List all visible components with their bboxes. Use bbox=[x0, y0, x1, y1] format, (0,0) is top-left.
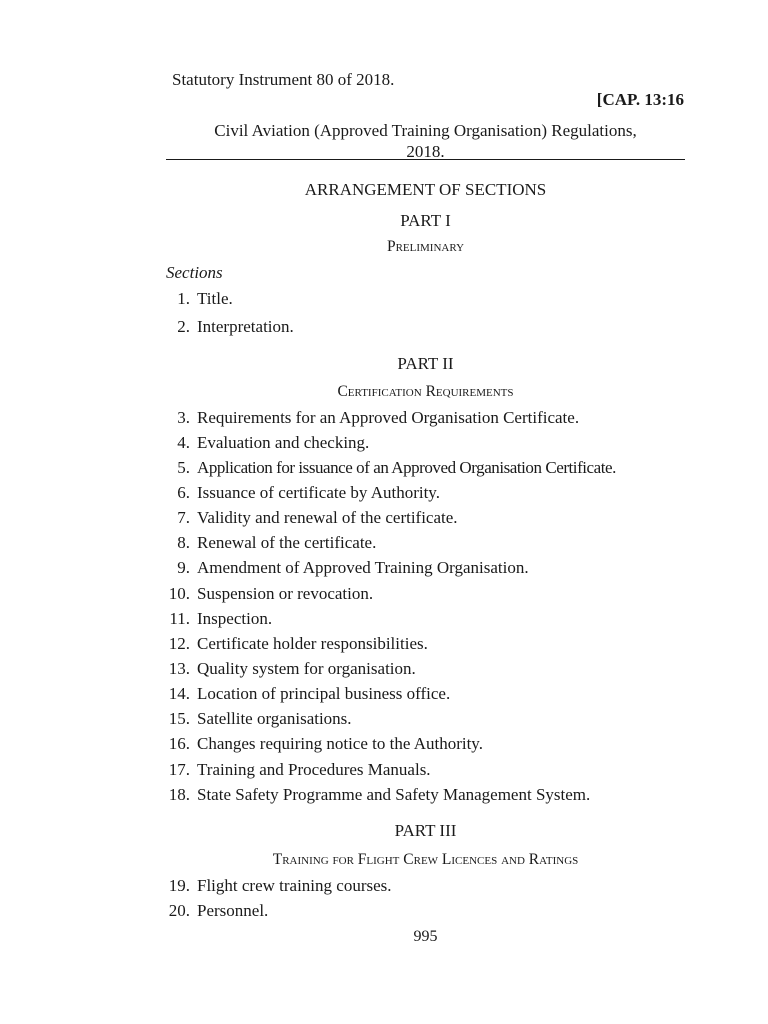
section-item-12 bbox=[160, 634, 690, 654]
section-number: 15. bbox=[168, 709, 190, 728]
regulation-title-line1: Civil Aviation (Approved Training Organisation) Regulations, bbox=[214, 121, 637, 140]
section-title: Application for issuance of an Approved Organisation Certificate. bbox=[197, 458, 616, 477]
section-number: 4. bbox=[177, 433, 190, 452]
part-2-heading: Certification Requirements bbox=[337, 383, 514, 400]
section-item-5 bbox=[160, 458, 690, 478]
section-title: Suspension or revocation. bbox=[197, 584, 374, 603]
section-title: Issuance of certificate by Authority. bbox=[197, 483, 440, 502]
section-number: 11. bbox=[169, 609, 190, 628]
section-item-18 bbox=[160, 785, 690, 805]
section-number: 17. bbox=[168, 760, 190, 779]
section-item-13 bbox=[160, 659, 690, 679]
section-title: Validity and renewal of the certificate. bbox=[197, 508, 458, 527]
sections-label: Sections bbox=[166, 263, 223, 282]
section-title: Amendment of Approved Training Organisation. bbox=[197, 558, 529, 577]
arrangement-heading: ARRANGEMENT OF SECTIONS bbox=[304, 180, 547, 199]
section-number: 2. bbox=[177, 317, 190, 336]
section-number: 14. bbox=[168, 684, 190, 703]
regulation-title bbox=[166, 120, 685, 162]
title-rule bbox=[166, 159, 685, 160]
instrument-number: Statutory Instrument 80 of 2018. bbox=[172, 70, 395, 89]
section-item-16 bbox=[160, 734, 690, 754]
section-title: Renewal of the certificate. bbox=[197, 533, 377, 552]
section-item-3 bbox=[160, 408, 690, 428]
section-title: Changes requiring notice to the Authority. bbox=[197, 734, 483, 753]
section-item-7 bbox=[160, 508, 690, 528]
section-number: 20. bbox=[168, 901, 190, 920]
section-item-1 bbox=[160, 289, 690, 309]
section-title: Training and Procedures Manuals. bbox=[197, 760, 431, 779]
section-number: 12. bbox=[168, 634, 190, 653]
section-title: Inspection. bbox=[197, 609, 273, 628]
section-number: 18. bbox=[168, 785, 190, 804]
section-number: 3. bbox=[177, 408, 190, 427]
part-3-label: PART III bbox=[394, 821, 457, 840]
section-item-19 bbox=[160, 876, 690, 896]
section-title: Flight crew training courses. bbox=[197, 876, 392, 895]
section-item-14 bbox=[160, 684, 690, 704]
section-item-17 bbox=[160, 760, 690, 780]
section-title: Requirements for an Approved Organisation Certificate. bbox=[197, 408, 580, 427]
section-item-9 bbox=[160, 558, 690, 578]
section-number: 19. bbox=[168, 876, 190, 895]
section-item-2 bbox=[160, 317, 690, 337]
section-number: 5. bbox=[177, 458, 190, 477]
section-number: 6. bbox=[177, 483, 190, 502]
section-number: 16. bbox=[168, 734, 190, 753]
section-number: 8. bbox=[177, 533, 190, 552]
part-1-label: PART I bbox=[400, 211, 451, 230]
section-item-8 bbox=[160, 533, 690, 553]
section-title: Certificate holder responsibilities. bbox=[197, 634, 428, 653]
section-title: Quality system for organisation. bbox=[197, 659, 416, 678]
section-title: Personnel. bbox=[197, 901, 269, 920]
section-title: Evaluation and checking. bbox=[197, 433, 370, 452]
section-title: State Safety Programme and Safety Management System. bbox=[197, 785, 591, 804]
section-item-4 bbox=[160, 433, 690, 453]
section-item-20 bbox=[160, 901, 690, 921]
section-title: Satellite organisations. bbox=[197, 709, 352, 728]
section-title: Location of principal business office. bbox=[197, 684, 451, 703]
page-number: 995 bbox=[413, 928, 438, 945]
part-2-label: PART II bbox=[397, 354, 454, 373]
regulation-title-line2: 2018. bbox=[406, 142, 445, 161]
section-number: 10. bbox=[168, 584, 190, 603]
section-number: 1. bbox=[177, 289, 190, 308]
part-3-heading: Training for Flight Crew Licences and Ratings bbox=[272, 851, 579, 868]
section-item-6 bbox=[160, 483, 690, 503]
section-item-11 bbox=[160, 609, 690, 629]
section-number: 7. bbox=[177, 508, 190, 527]
part-1-heading: Preliminary bbox=[386, 238, 465, 255]
section-title: Title. bbox=[197, 289, 233, 308]
chapter-reference: [CAP. 13:16 bbox=[596, 90, 684, 109]
section-number: 13. bbox=[168, 659, 190, 678]
section-item-15 bbox=[160, 709, 690, 729]
section-number: 9. bbox=[177, 558, 190, 577]
section-title: Interpretation. bbox=[197, 317, 294, 336]
section-item-10 bbox=[160, 584, 690, 604]
